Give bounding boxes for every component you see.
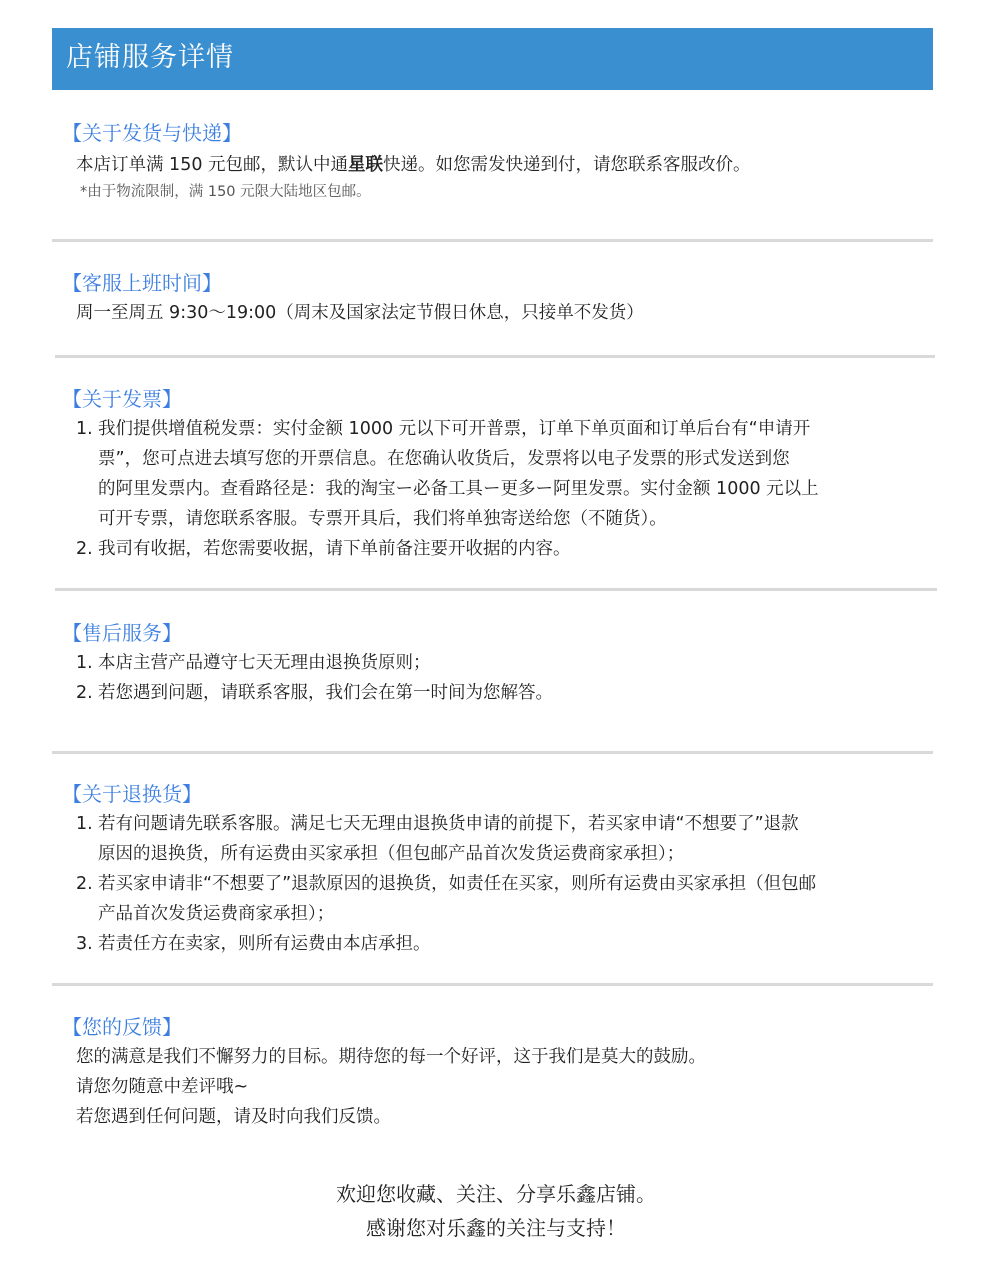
list-number: 1. bbox=[76, 653, 93, 673]
section-aftersales bbox=[62, 620, 942, 708]
section-title-hours: 【客服上班时间】 bbox=[62, 271, 222, 295]
shipping-policy-text bbox=[62, 150, 942, 180]
section-hours bbox=[62, 270, 942, 328]
list-item bbox=[62, 929, 942, 959]
divider bbox=[52, 751, 933, 754]
list-line: 可开专票，请您联系客服。专票开具后，我们将单独寄送给您（不随货）。 bbox=[98, 509, 667, 529]
courier-name: 星联 bbox=[348, 155, 384, 175]
section-title-shipping: 【关于发货与快递】 bbox=[62, 121, 242, 145]
page-title: 店铺服务详情 bbox=[66, 42, 234, 73]
list-item bbox=[62, 534, 942, 564]
aftersales-list bbox=[62, 648, 942, 708]
list-item bbox=[62, 678, 942, 708]
list-line: 若买家申请非“不想要了”退款原因的退换货，如责任在买家，则所有运费由买家承担（但包邮 bbox=[98, 874, 817, 894]
service-hours-text: 周一至周五 9:30～19:00（周末及国家法定节假日休息，只接单不发货） bbox=[76, 303, 644, 323]
section-invoice bbox=[62, 386, 942, 564]
returns-list bbox=[62, 809, 942, 959]
section-returns bbox=[62, 781, 942, 959]
section-title-returns: 【关于退换货】 bbox=[62, 782, 202, 806]
list-number: 2. bbox=[76, 683, 93, 703]
section-feedback bbox=[62, 1014, 942, 1132]
feedback-line: 若您遇到任何问题，请及时向我们反馈。 bbox=[76, 1107, 391, 1127]
list-line: 原因的退换货，所有运费由买家承担（但包邮产品首次发货运费商家承担）； bbox=[98, 844, 685, 864]
list-line: 我们提供增值税发票：实付金额 1000 元以下可开普票，订单下单页面和订单后台有“申请开 bbox=[98, 419, 811, 439]
feedback-line: 您的满意是我们不懈努力的目标。期待您的每一个好评，这于我们是莫大的鼓励。 bbox=[76, 1047, 706, 1067]
shipping-note: *由于物流限制，满 150 元限大陆地区包邮。 bbox=[80, 184, 371, 200]
page-header bbox=[52, 28, 933, 90]
feedback-text bbox=[62, 1042, 942, 1132]
list-line: 我司有收据，若您需要收据，请下单前备注要开收据的内容。 bbox=[98, 539, 571, 559]
invoice-list bbox=[62, 414, 942, 564]
list-item bbox=[62, 869, 942, 929]
list-line: 本店主营产品遵守七天无理由退换货原则； bbox=[98, 653, 431, 673]
section-title-aftersales: 【售后服务】 bbox=[62, 621, 182, 645]
divider bbox=[52, 239, 933, 242]
footer-welcome: 欢迎您收藏、关注、分享乐鑫店铺。 bbox=[336, 1182, 656, 1206]
list-number: 1. bbox=[76, 814, 93, 834]
list-line: 产品首次发货运费商家承担）； bbox=[98, 904, 335, 924]
list-line: 票”，您可点进去填写您的开票信息。在您确认收货后，发票将以电子发票的形式发送到您 bbox=[98, 449, 790, 469]
divider bbox=[52, 983, 933, 986]
shipping-text-pre: 本店订单满 150 元包邮，默认中通 bbox=[76, 155, 349, 175]
list-number: 2. bbox=[76, 539, 93, 559]
list-number: 2. bbox=[76, 874, 93, 894]
list-number: 3. bbox=[76, 934, 93, 954]
feedback-line: 请您勿随意中差评哦~ bbox=[76, 1077, 249, 1097]
list-line: 的阿里发票内。查看路径是：我的淘宝ー必备工具ー更多ー阿里发票。实付金额 1000 元以上 bbox=[98, 479, 819, 499]
divider bbox=[55, 588, 937, 591]
list-line: 若责任方在卖家，则所有运费由本店承担。 bbox=[98, 934, 431, 954]
list-line: 若您遇到问题，请联系客服，我们会在第一时间为您解答。 bbox=[98, 683, 553, 703]
shipping-text-post: 快递。如您需发快递到付，请您联系客服改价。 bbox=[383, 155, 751, 175]
list-item bbox=[62, 648, 942, 678]
section-shipping bbox=[62, 120, 942, 204]
divider bbox=[55, 355, 935, 358]
list-item bbox=[62, 414, 942, 534]
section-title-invoice: 【关于发票】 bbox=[62, 387, 182, 411]
list-number: 1. bbox=[76, 419, 93, 439]
list-item bbox=[62, 809, 942, 869]
footer-thanks: 感谢您对乐鑫的关注与支持！ bbox=[366, 1216, 626, 1240]
section-title-feedback: 【您的反馈】 bbox=[62, 1015, 182, 1039]
list-line: 若有问题请先联系客服。满足七天无理由退换货申请的前提下，若买家申请“不想要了”退款 bbox=[98, 814, 799, 834]
